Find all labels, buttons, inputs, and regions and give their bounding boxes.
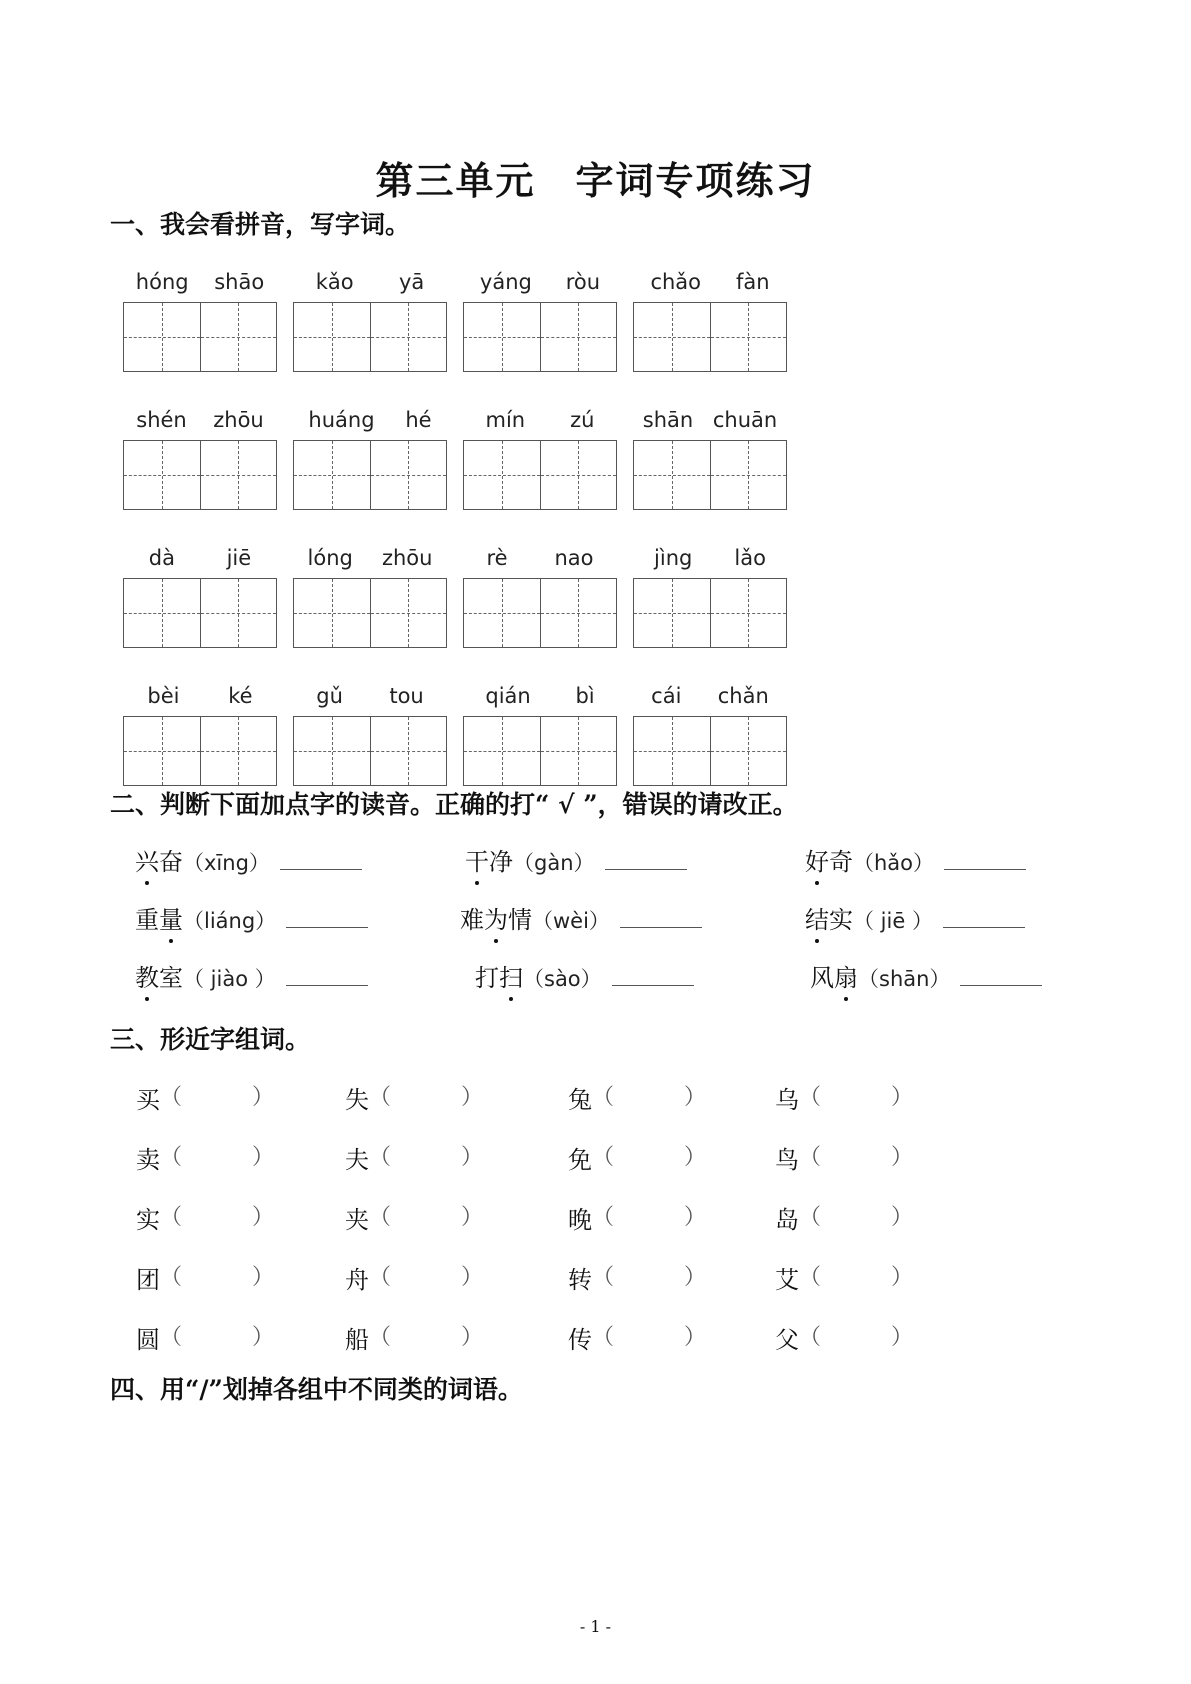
writing-cell[interactable] xyxy=(370,579,447,647)
char: 艾 xyxy=(775,1266,799,1294)
close-paren: ） xyxy=(461,1145,484,1170)
pinyin-label xyxy=(633,684,787,714)
similar-char-row xyxy=(0,1140,1191,1180)
pinyin-reading: （shān） xyxy=(858,967,951,991)
title-topic: 字词专项练习 xyxy=(575,158,816,203)
close-paren: ） xyxy=(891,1145,914,1170)
pinyin-syllable: ròu xyxy=(565,270,601,294)
close-paren: ） xyxy=(684,1085,707,1110)
writing-cell[interactable] xyxy=(200,303,277,371)
page-title xyxy=(0,150,1191,205)
pronunciation-row xyxy=(0,842,1191,882)
answer-blank[interactable] xyxy=(614,1260,684,1295)
answer-blank[interactable] xyxy=(944,849,1026,870)
tianzige-boxes xyxy=(293,440,447,510)
pronunciation-item xyxy=(460,900,702,935)
writing-cell[interactable] xyxy=(124,303,200,371)
similar-char-item xyxy=(775,1260,913,1295)
pinyin-syllable: shān xyxy=(642,408,694,432)
writing-cell[interactable] xyxy=(370,441,447,509)
writing-cell[interactable] xyxy=(124,441,200,509)
word xyxy=(475,958,523,993)
pinyin-syllable: tou xyxy=(389,684,424,708)
char: 兔 xyxy=(568,1086,592,1114)
writing-cell[interactable] xyxy=(710,579,787,647)
pronunciation-item xyxy=(810,958,1042,993)
pinyin-syllable: chǎn xyxy=(717,684,769,708)
open-paren: （ xyxy=(799,1265,822,1290)
writing-cell[interactable] xyxy=(200,579,277,647)
tianzige-boxes xyxy=(633,440,787,510)
dotted-char: 扇 xyxy=(834,958,858,993)
pinyin-syllable: zhōu xyxy=(381,546,433,570)
tianzige-boxes xyxy=(123,302,277,372)
tianzige-boxes xyxy=(463,302,617,372)
pinyin-row xyxy=(0,270,1191,380)
dotted-char: 教 xyxy=(135,958,159,993)
close-paren: ） xyxy=(461,1265,484,1290)
pinyin-syllable: jìng xyxy=(654,546,693,570)
pinyin-syllable: shén xyxy=(136,408,187,432)
answer-blank[interactable] xyxy=(612,965,694,986)
open-paren: （ xyxy=(369,1325,392,1350)
answer-blank[interactable] xyxy=(614,1320,684,1355)
similar-char-item xyxy=(136,1080,274,1115)
pinyin-syllable: gǔ xyxy=(316,684,343,708)
char: 舟 xyxy=(345,1266,369,1294)
char: 团 xyxy=(136,1266,160,1294)
char: 船 xyxy=(345,1326,369,1354)
open-paren: （ xyxy=(160,1205,183,1230)
char: 夫 xyxy=(345,1146,369,1174)
writing-cell[interactable] xyxy=(540,441,617,509)
close-paren: ） xyxy=(891,1265,914,1290)
answer-blank[interactable] xyxy=(943,907,1025,928)
pinyin-syllable: dà xyxy=(148,546,175,570)
tianzige-boxes xyxy=(123,440,277,510)
writing-cell[interactable] xyxy=(294,717,370,785)
word xyxy=(135,958,183,993)
writing-cell[interactable] xyxy=(710,303,787,371)
pinyin-syllable: mín xyxy=(485,408,526,432)
close-paren: ） xyxy=(891,1205,914,1230)
pinyin-label xyxy=(123,408,277,438)
writing-cell[interactable] xyxy=(710,717,787,785)
word-char: 净 xyxy=(489,848,513,876)
open-paren: （ xyxy=(160,1085,183,1110)
similar-char-item xyxy=(136,1200,274,1235)
pinyin-syllable: qián xyxy=(485,684,531,708)
pinyin-label xyxy=(633,546,787,576)
close-paren: ） xyxy=(252,1145,275,1170)
open-paren: （ xyxy=(592,1265,615,1290)
word xyxy=(460,900,532,935)
pinyin-row xyxy=(0,546,1191,656)
pinyin-label xyxy=(633,270,787,300)
tianzige-boxes xyxy=(293,578,447,648)
writing-cell[interactable] xyxy=(370,303,447,371)
writing-cell[interactable] xyxy=(294,303,370,371)
dotted-char: 为 xyxy=(484,900,508,935)
open-paren: （ xyxy=(160,1145,183,1170)
answer-blank[interactable] xyxy=(821,1320,891,1355)
word-char: 难 xyxy=(460,906,484,934)
dotted-char: 量 xyxy=(159,900,183,935)
writing-cell[interactable] xyxy=(634,441,710,509)
similar-char-item xyxy=(345,1260,483,1295)
answer-blank[interactable] xyxy=(391,1080,461,1115)
tianzige-boxes xyxy=(293,302,447,372)
word-char: 实 xyxy=(829,906,853,934)
word-char: 奋 xyxy=(159,848,183,876)
pinyin-syllable: cái xyxy=(651,684,682,708)
close-paren: ） xyxy=(252,1265,275,1290)
pronunciation-item xyxy=(135,842,362,877)
similar-char-item xyxy=(568,1080,706,1115)
pronunciation-item xyxy=(805,900,1025,935)
close-paren: ） xyxy=(252,1205,275,1230)
tianzige-boxes xyxy=(633,716,787,786)
tianzige-boxes xyxy=(633,302,787,372)
writing-cell[interactable] xyxy=(294,441,370,509)
answer-blank[interactable] xyxy=(391,1260,461,1295)
writing-cell[interactable] xyxy=(634,303,710,371)
pinyin-reading: （gàn） xyxy=(513,851,595,875)
dotted-char: 结 xyxy=(805,900,829,935)
close-paren: ） xyxy=(684,1145,707,1170)
word xyxy=(805,900,853,935)
char: 圆 xyxy=(136,1326,160,1354)
answer-blank[interactable] xyxy=(614,1200,684,1235)
word xyxy=(135,900,183,935)
word-char: 室 xyxy=(159,964,183,992)
pinyin-syllable: hé xyxy=(405,408,432,432)
section-4-heading: 四、用“/”划掉各组中不同类的词语。 xyxy=(110,1375,523,1404)
similar-char-item xyxy=(345,1140,483,1175)
open-paren: （ xyxy=(592,1085,615,1110)
page-number: - 1 - xyxy=(579,1617,612,1636)
writing-cell[interactable] xyxy=(200,441,277,509)
open-paren: （ xyxy=(160,1325,183,1350)
pinyin-label xyxy=(123,546,277,576)
close-paren: ） xyxy=(891,1325,914,1350)
answer-blank[interactable] xyxy=(182,1080,252,1115)
section-3-heading: 三、形近字组词。 xyxy=(110,1025,311,1054)
open-paren: （ xyxy=(369,1265,392,1290)
pinyin-syllable: fàn xyxy=(735,270,770,294)
pinyin-syllable: huáng xyxy=(308,408,375,432)
similar-char-item xyxy=(136,1260,274,1295)
writing-cell[interactable] xyxy=(540,303,617,371)
close-paren: ） xyxy=(684,1205,707,1230)
char: 岛 xyxy=(775,1206,799,1234)
similar-char-item xyxy=(568,1320,706,1355)
close-paren: ） xyxy=(461,1085,484,1110)
pronunciation-item xyxy=(465,842,687,877)
dotted-char: 兴 xyxy=(135,842,159,877)
close-paren: ） xyxy=(252,1085,275,1110)
pronunciation-row xyxy=(0,958,1191,998)
writing-cell[interactable] xyxy=(540,717,617,785)
pronunciation-row xyxy=(0,900,1191,940)
answer-blank[interactable] xyxy=(286,907,368,928)
pinyin-label xyxy=(293,270,447,300)
answer-blank[interactable] xyxy=(960,965,1042,986)
answer-blank[interactable] xyxy=(614,1140,684,1175)
answer-blank[interactable] xyxy=(821,1200,891,1235)
pinyin-label xyxy=(293,408,447,438)
answer-blank[interactable] xyxy=(286,965,368,986)
pinyin-syllable: bèi xyxy=(147,684,180,708)
similar-char-item xyxy=(775,1080,913,1115)
char: 失 xyxy=(345,1086,369,1114)
char: 鸟 xyxy=(775,1146,799,1174)
similar-char-item xyxy=(568,1200,706,1235)
answer-blank[interactable] xyxy=(182,1260,252,1295)
pinyin-label xyxy=(293,684,447,714)
similar-char-item xyxy=(775,1140,913,1175)
tianzige-boxes xyxy=(633,578,787,648)
similar-char-item xyxy=(345,1320,483,1355)
similar-char-item xyxy=(345,1200,483,1235)
close-paren: ） xyxy=(252,1325,275,1350)
similar-char-item xyxy=(775,1200,913,1235)
char: 卖 xyxy=(136,1146,160,1174)
pronunciation-item xyxy=(805,842,1026,877)
writing-cell[interactable] xyxy=(634,717,710,785)
tianzige-boxes xyxy=(293,716,447,786)
pinyin-syllable: zú xyxy=(570,408,595,432)
word xyxy=(805,842,853,877)
pinyin-label xyxy=(463,270,617,300)
pinyin-syllable: shāo xyxy=(214,270,265,294)
open-paren: （ xyxy=(799,1325,822,1350)
pinyin-label xyxy=(463,684,617,714)
pinyin-syllable: chuān xyxy=(712,408,778,432)
char: 转 xyxy=(568,1266,592,1294)
pinyin-syllable: bì xyxy=(575,684,595,708)
word-char: 打 xyxy=(475,964,499,992)
writing-cell[interactable] xyxy=(200,717,277,785)
pinyin-syllable: hóng xyxy=(135,270,189,294)
word-char: 奇 xyxy=(829,848,853,876)
word xyxy=(810,958,858,993)
close-paren: ） xyxy=(684,1265,707,1290)
char: 晚 xyxy=(568,1206,592,1234)
section-2-heading: 二、判断下面加点字的读音。正确的打“ √ ”，错误的请改正。 xyxy=(110,790,798,819)
writing-cell[interactable] xyxy=(124,717,200,785)
pinyin-syllable: ké xyxy=(228,684,253,708)
answer-blank[interactable] xyxy=(280,849,362,870)
writing-cell[interactable] xyxy=(710,441,787,509)
word xyxy=(465,842,513,877)
pinyin-syllable: kǎo xyxy=(315,270,354,294)
pronunciation-item xyxy=(475,958,694,993)
close-paren: ） xyxy=(461,1205,484,1230)
pinyin-syllable: jiē xyxy=(226,546,252,570)
open-paren: （ xyxy=(592,1145,615,1170)
pinyin-syllable: lǎo xyxy=(734,546,766,570)
open-paren: （ xyxy=(369,1145,392,1170)
answer-blank[interactable] xyxy=(391,1200,461,1235)
similar-char-item xyxy=(568,1140,706,1175)
similar-char-item xyxy=(345,1080,483,1115)
pinyin-reading: （hǎo） xyxy=(853,851,935,875)
pinyin-syllable: zhōu xyxy=(213,408,264,432)
similar-char-item xyxy=(568,1260,706,1295)
open-paren: （ xyxy=(369,1205,392,1230)
word xyxy=(135,842,183,877)
open-paren: （ xyxy=(592,1325,615,1350)
similar-char-row xyxy=(0,1320,1191,1360)
tianzige-boxes xyxy=(463,440,617,510)
pinyin-label xyxy=(633,408,787,438)
pinyin-label xyxy=(293,546,447,576)
answer-blank[interactable] xyxy=(182,1320,252,1355)
writing-cell[interactable] xyxy=(370,717,447,785)
pinyin-syllable: lóng xyxy=(307,546,353,570)
section-1-heading: 一、我会看拼音，写字词。 xyxy=(110,210,411,239)
pinyin-reading: （sào） xyxy=(523,967,602,991)
answer-blank[interactable] xyxy=(182,1200,252,1235)
writing-cell[interactable] xyxy=(464,717,540,785)
pinyin-reading: （xīng） xyxy=(183,851,270,875)
answer-blank[interactable] xyxy=(391,1320,461,1355)
pinyin-label xyxy=(463,546,617,576)
writing-cell[interactable] xyxy=(540,579,617,647)
char: 夹 xyxy=(345,1206,369,1234)
char: 父 xyxy=(775,1326,799,1354)
open-paren: （ xyxy=(160,1265,183,1290)
pinyin-reading: （wèi） xyxy=(532,909,610,933)
char: 实 xyxy=(136,1206,160,1234)
dotted-char: 干 xyxy=(465,842,489,877)
pinyin-label xyxy=(123,270,277,300)
similar-char-item xyxy=(775,1320,913,1355)
open-paren: （ xyxy=(799,1205,822,1230)
tianzige-boxes xyxy=(123,716,277,786)
answer-blank[interactable] xyxy=(821,1260,891,1295)
close-paren: ） xyxy=(891,1085,914,1110)
pinyin-syllable: nao xyxy=(554,546,594,570)
similar-char-row xyxy=(0,1080,1191,1120)
dotted-char: 好 xyxy=(805,842,829,877)
writing-cell[interactable] xyxy=(124,579,200,647)
close-paren: ） xyxy=(684,1325,707,1350)
pinyin-row xyxy=(0,684,1191,794)
pronunciation-item xyxy=(135,958,368,993)
pinyin-label xyxy=(123,684,277,714)
open-paren: （ xyxy=(592,1205,615,1230)
pronunciation-item xyxy=(135,900,368,935)
word-char: 情 xyxy=(508,906,532,934)
char: 免 xyxy=(568,1146,592,1174)
answer-blank[interactable] xyxy=(821,1140,891,1175)
pinyin-label xyxy=(463,408,617,438)
open-paren: （ xyxy=(369,1085,392,1110)
pinyin-reading: （liáng） xyxy=(183,909,277,933)
pinyin-reading: （ jiē ） xyxy=(853,909,933,933)
writing-cell[interactable] xyxy=(464,303,540,371)
writing-cell[interactable] xyxy=(464,579,540,647)
similar-char-item xyxy=(136,1140,274,1175)
similar-char-row xyxy=(0,1200,1191,1240)
title-unit: 第三单元 xyxy=(375,158,536,203)
dotted-char: 扫 xyxy=(499,958,523,993)
answer-blank[interactable] xyxy=(821,1080,891,1115)
char: 买 xyxy=(136,1086,160,1114)
pinyin-syllable: rè xyxy=(486,546,508,570)
answer-blank[interactable] xyxy=(620,907,702,928)
pinyin-reading: （ jiào ） xyxy=(183,967,276,991)
tianzige-boxes xyxy=(463,716,617,786)
answer-blank[interactable] xyxy=(614,1080,684,1115)
pinyin-syllable: yā xyxy=(399,270,425,294)
open-paren: （ xyxy=(799,1145,822,1170)
char: 传 xyxy=(568,1326,592,1354)
answer-blank[interactable] xyxy=(605,849,687,870)
word-char: 重 xyxy=(135,906,159,934)
similar-char-row xyxy=(0,1260,1191,1300)
char: 乌 xyxy=(775,1086,799,1114)
answer-blank[interactable] xyxy=(391,1140,461,1175)
writing-cell[interactable] xyxy=(464,441,540,509)
writing-cell[interactable] xyxy=(294,579,370,647)
writing-cell[interactable] xyxy=(634,579,710,647)
tianzige-boxes xyxy=(123,578,277,648)
word-char: 风 xyxy=(810,964,834,992)
tianzige-boxes xyxy=(463,578,617,648)
open-paren: （ xyxy=(799,1085,822,1110)
pinyin-syllable: chǎo xyxy=(650,270,702,294)
similar-char-item xyxy=(136,1320,274,1355)
close-paren: ） xyxy=(461,1325,484,1350)
pinyin-syllable: yáng xyxy=(479,270,532,294)
pinyin-row xyxy=(0,408,1191,518)
answer-blank[interactable] xyxy=(182,1140,252,1175)
